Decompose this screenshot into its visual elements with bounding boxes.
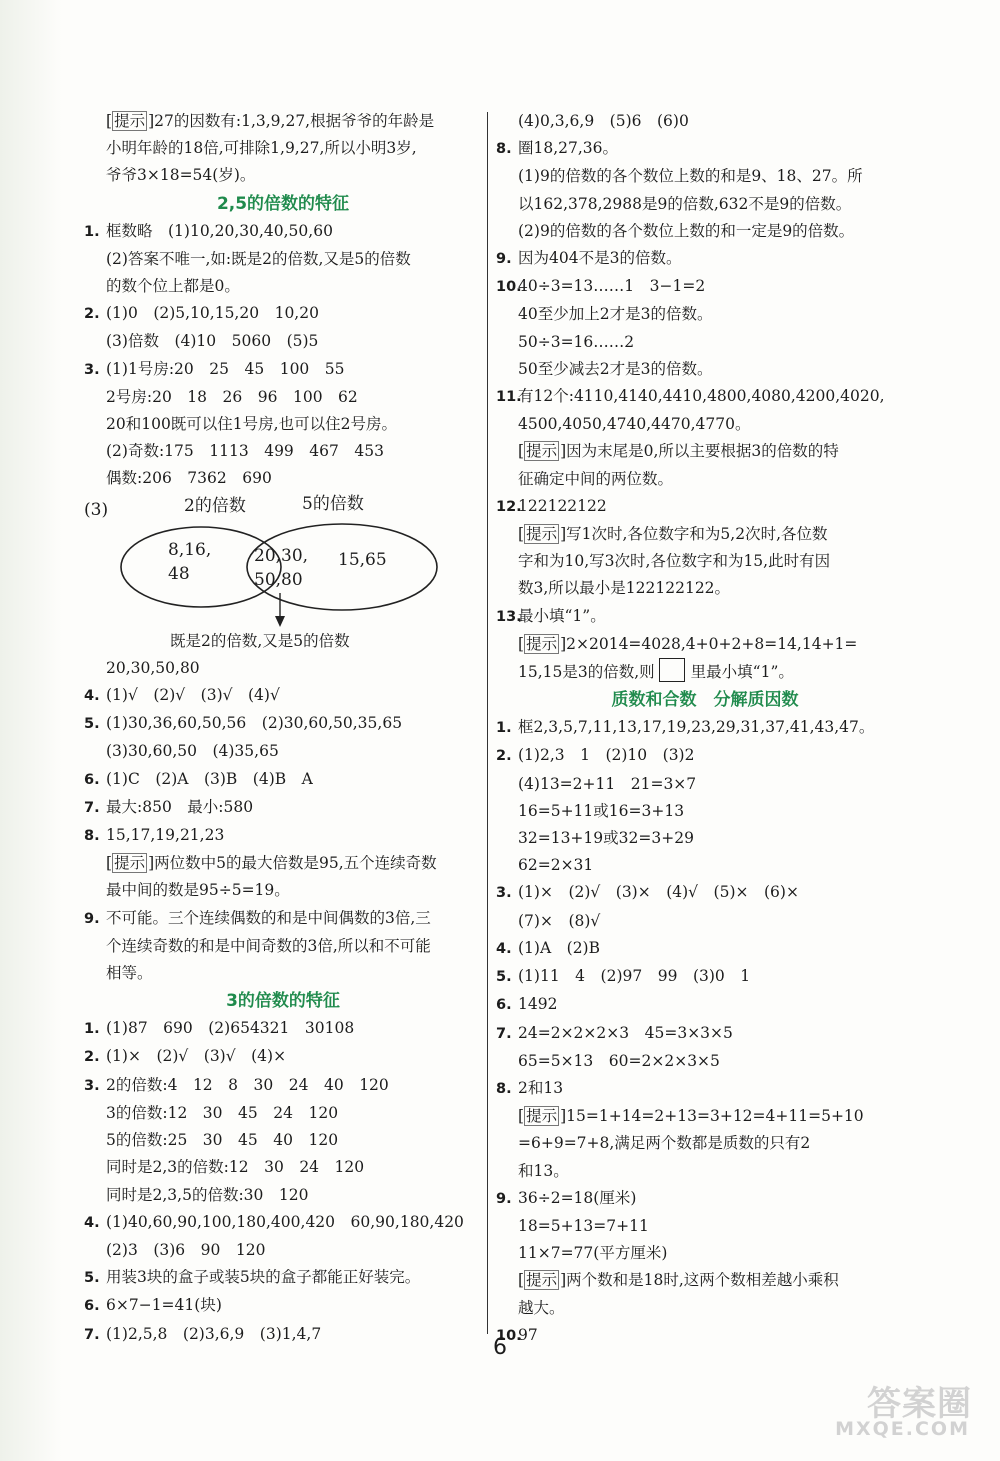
- line-text: 最中间的数是95÷5=19。: [106, 881, 290, 900]
- item-number: 7.: [84, 799, 100, 816]
- answer-item: [84, 822, 482, 850]
- venn-label: (3): [84, 499, 109, 520]
- answer-item: [84, 218, 482, 246]
- line-text: 24=2×2×2×3 45=3×3×5: [518, 1023, 733, 1042]
- answer-line: [84, 1127, 482, 1154]
- answer-line: [84, 1237, 482, 1264]
- item-number: 7.: [84, 1326, 100, 1343]
- venn-a-only-line1: 8,16,: [168, 539, 212, 560]
- venn-svg: [84, 493, 474, 628]
- line-text: 同时是2,3,5的倍数:30 120: [106, 1185, 309, 1204]
- line-text: 相等。: [106, 964, 153, 983]
- line-text: 2和13: [518, 1078, 564, 1097]
- item-number: 3.: [496, 885, 512, 902]
- line-text: (1)87 690 (2)654321 30108: [106, 1019, 355, 1038]
- hint-tag: 提示: [114, 112, 146, 130]
- line-text: (1)11 4 (2)97 99 (3)0 1: [518, 967, 751, 986]
- line-text: 用装3块的盒子或装5块的盒子都能正好装完。: [106, 1268, 421, 1287]
- line-text: 最大:850 最小:580: [106, 797, 254, 816]
- answer-item: [496, 963, 914, 991]
- item-number: 9.: [84, 910, 100, 927]
- venn-arrow-head: [275, 616, 285, 627]
- item-number: 4.: [496, 940, 512, 957]
- answer-line: [496, 301, 914, 328]
- item-number: 6.: [84, 1298, 100, 1315]
- line-text: 15=1+14=2+13=3+12=4+11=5+10: [566, 1107, 864, 1126]
- item-number: 5.: [84, 1270, 100, 1287]
- line-text: 不可能。三个连续偶数的和是中间偶数的3倍,三: [106, 908, 431, 927]
- line-text: (1)1号房:20 25 45 100 55: [106, 359, 345, 378]
- answer-item: [496, 935, 914, 963]
- line-text: 65=5×13 60=2×2×3×5: [518, 1051, 720, 1070]
- answer-item: [496, 135, 914, 163]
- answer-item: [496, 742, 914, 770]
- answer-line: [496, 1213, 914, 1240]
- answer-line: [496, 852, 914, 879]
- line-text: 40至少加上2才是3的倍数。: [518, 305, 713, 324]
- line-text: 小明年龄的18倍,可排除1,9,27,所以小明3岁,: [106, 139, 417, 158]
- answer-item: [84, 1209, 482, 1237]
- answer-line: [496, 771, 914, 798]
- answer-line: [496, 1130, 914, 1157]
- item-number: 9.: [496, 251, 512, 268]
- answer-line: [84, 328, 482, 355]
- line-text: 36÷2=18(厘米): [518, 1188, 637, 1207]
- line-text: 圈18,27,36。: [518, 139, 619, 158]
- line-text: 框数略 (1)10,20,30,40,50,60: [106, 221, 333, 240]
- venn-set-a-ellipse: [121, 527, 281, 607]
- answer-line: [ 提示 ]15=1+14=2+13=3+12=4+11=5+10: [518, 1107, 864, 1126]
- line-text: 有12个:4110,4140,4410,4800,4080,4200,4020,: [518, 387, 885, 406]
- line-text: 4500,4050,4740,4470,4770。: [518, 415, 751, 434]
- line-text: 因为404不是3的倍数。: [518, 249, 682, 268]
- venn-caption: 既是2的倍数,又是5的倍数: [170, 631, 350, 650]
- venn-diagram: [84, 493, 482, 628]
- answer-line: [496, 658, 914, 686]
- venn-set-a-title: 2的倍数: [184, 495, 246, 516]
- answer-item: [496, 714, 914, 742]
- answer-item: [84, 766, 482, 794]
- item-number: 3.: [84, 1077, 100, 1094]
- answer-line: [84, 135, 482, 162]
- answer-line: [496, 411, 914, 438]
- watermark-logo: 答案圈: [867, 1384, 972, 1424]
- answer-line: [ 提示 ]2×2014=4028,4+0+2+8=14,14+1=: [518, 634, 858, 653]
- section-heading: 质数和合数 分解质因数: [611, 690, 799, 711]
- item-number: 2.: [84, 1049, 100, 1066]
- line-text: 两个数和是18时,这两个数相差越小乘积: [566, 1271, 839, 1290]
- line-text: 15,15是3的倍数,则: [518, 663, 655, 682]
- venn-both-line2: 50,80: [254, 569, 303, 590]
- item-number: 5.: [496, 969, 512, 986]
- answer-item: [496, 1075, 914, 1103]
- answer-line: [84, 162, 482, 189]
- line-text: (2)答案不唯一,如:既是2的倍数,又是5的倍数: [106, 249, 411, 268]
- line-text: 同时是2,3的倍数:12 30 24 120: [106, 1158, 365, 1177]
- answer-item: [496, 991, 914, 1019]
- line-text: (1)40,60,90,100,180,400,420 60,90,180,420: [106, 1212, 464, 1231]
- answer-line: [496, 218, 914, 245]
- line-text: (4)0,3,6,9 (5)6 (6)0: [518, 112, 689, 130]
- venn-b-only: 15,65: [338, 549, 387, 570]
- line-text: 1492: [518, 995, 558, 1014]
- item-number: 4.: [84, 1214, 100, 1231]
- item-number: 6.: [496, 997, 512, 1014]
- line-text: 数3,所以最小是122122122。: [518, 579, 731, 598]
- item-number: 5.: [84, 716, 100, 733]
- line-text: 20和100既可以住1号房,也可以住2号房。: [106, 415, 397, 434]
- answer-item: [496, 1185, 914, 1213]
- line-text: 和13。: [518, 1161, 569, 1180]
- answer-line: [84, 1182, 482, 1209]
- line-text: =6+9=7+8,满足两个数都是质数的只有2: [518, 1134, 811, 1153]
- venn-set-b-title: 5的倍数: [302, 493, 364, 514]
- line-text: (7)× (8)√: [518, 911, 601, 930]
- column-divider: [487, 112, 488, 1334]
- line-text: 越大。: [518, 1298, 565, 1317]
- answer-line: [84, 738, 482, 765]
- item-number: 11.: [496, 389, 522, 406]
- venn-a-only-line2: 48: [168, 563, 190, 584]
- answer-item: [496, 879, 914, 907]
- line-text: (2)3 (3)6 90 120: [106, 1240, 266, 1259]
- hint-tag: 提示: [526, 525, 558, 544]
- section-heading: 3的倍数的特征: [226, 991, 340, 1012]
- line-text: 27的因数有:1,3,9,27,根据爷爷的年龄是: [154, 112, 435, 130]
- answer-line: [496, 825, 914, 852]
- line-text: 3的倍数:12 30 45 24 120: [106, 1103, 339, 1122]
- line-text: 征确定中间的两位数。: [518, 469, 674, 488]
- hint-tag: 提示: [526, 1107, 558, 1126]
- line-text: 框2,3,5,7,11,13,17,19,23,29,31,37,41,43,47。: [518, 718, 875, 737]
- line-text: (1)× (2)√ (3)√ (4)×: [106, 1047, 287, 1066]
- answer-line: [ 提示 ]27的因数有:1,3,9,27,根据爷爷的年龄是: [106, 112, 435, 130]
- line-text: 62=2×31: [518, 856, 594, 875]
- item-number: 7.: [496, 1025, 512, 1042]
- line-text: 最小填“1”。: [518, 606, 606, 625]
- answer-line: [496, 1158, 914, 1185]
- line-text: (1)9的倍数的各个数位上数的和是9、18、27。所: [518, 167, 863, 186]
- line-text: (3)倍数 (4)10 5060 (5)5: [106, 332, 319, 351]
- answer-item: [84, 682, 482, 710]
- blank-box: [659, 658, 685, 682]
- item-number: 6.: [84, 771, 100, 788]
- answer-item: [84, 356, 482, 384]
- answer-line: [84, 960, 482, 987]
- item-number: 2.: [84, 306, 100, 323]
- answer-item: [84, 1292, 482, 1320]
- item-number: 8.: [496, 141, 512, 158]
- answer-line: [496, 108, 914, 135]
- line-text: (1)30,36,60,50,56 (2)30,60,50,35,65: [106, 714, 403, 733]
- line-text: 写1次时,各位数字和为5,2次时,各位数: [566, 525, 828, 544]
- line-text: (2)奇数:175 1113 499 467 453: [106, 442, 384, 461]
- answer-line: [ 提示 ]两位数中5的最大倍数是95,五个连续奇数: [106, 854, 437, 873]
- answer-line: [84, 438, 482, 465]
- line-text: (1)2,3 1 (2)10 (3)2: [518, 746, 695, 765]
- line-text: 2×2014=4028,4+0+2+8=14,14+1=: [566, 634, 858, 653]
- line-text: (4)13=2+11 21=3×7: [518, 774, 697, 793]
- answer-line: [84, 273, 482, 300]
- answer-line: [496, 575, 914, 602]
- answer-line: [496, 466, 914, 493]
- line-text: 5的倍数:25 30 45 40 120: [106, 1131, 339, 1150]
- answer-line: [496, 191, 914, 218]
- item-number: 13.: [496, 608, 522, 625]
- item-number: 1.: [84, 223, 100, 240]
- answer-line: [84, 411, 482, 438]
- hint-tag: 提示: [114, 854, 146, 873]
- answer-line: [ 提示 ]写1次时,各位数字和为5,2次时,各位数: [518, 525, 828, 544]
- answer-line: [496, 163, 914, 190]
- line-text: 20,30,50,80: [106, 658, 200, 677]
- answer-line: [84, 246, 482, 273]
- answer-item: [496, 1020, 914, 1048]
- answer-line: [496, 1295, 914, 1322]
- answer-line: [496, 1240, 914, 1267]
- answer-item: [496, 273, 914, 301]
- line-text: 40÷3=13……1 3−1=2: [518, 277, 706, 296]
- line-text: (1)C (2)A (3)B (4)B A: [106, 769, 313, 788]
- answer-line: [496, 356, 914, 383]
- item-number: 2.: [496, 748, 512, 765]
- answer-item: [84, 710, 482, 738]
- answer-item: [496, 493, 914, 521]
- line-text: 2号房:20 18 26 96 100 62: [106, 387, 358, 406]
- right-column: [496, 108, 914, 1350]
- hint-tag: 提示: [526, 634, 558, 653]
- answer-line: [496, 548, 914, 575]
- answer-item: [84, 794, 482, 822]
- line-text: (1)× (2)√ (3)× (4)√ (5)× (6)×: [518, 883, 799, 902]
- line-text: 11×7=77(平方厘米): [518, 1244, 668, 1263]
- line-text: 50至少减去2才是3的倍数。: [518, 359, 713, 378]
- answer-item: [84, 1264, 482, 1292]
- answer-item: [84, 1015, 482, 1043]
- line-text: 50÷3=16……2: [518, 332, 635, 351]
- line-text: 97: [518, 1325, 538, 1344]
- answer-line: [496, 1048, 914, 1075]
- line-text: (3)30,60,50 (4)35,65: [106, 742, 279, 761]
- answer-line: [496, 908, 914, 935]
- line-text: 偶数:206 7362 690: [106, 469, 272, 488]
- line-text: (1)2,5,8 (2)3,6,9 (3)1,4,7: [106, 1324, 322, 1343]
- answer-line: [ 提示 ]两个数和是18时,这两个数相差越小乘积: [518, 1271, 839, 1290]
- answer-item: [496, 245, 914, 273]
- binding-edge: [0, 0, 62, 1461]
- item-number: 9.: [496, 1190, 512, 1207]
- hint-tag: 提示: [526, 442, 558, 461]
- answer-line: [496, 329, 914, 356]
- hint-tag: 提示: [526, 1271, 558, 1290]
- answer-item: [84, 300, 482, 328]
- answer-item: [84, 1043, 482, 1071]
- item-number: 1.: [84, 1021, 100, 1038]
- item-number: 10.: [496, 1327, 522, 1344]
- line-text: 16=5+11或16=3+13: [518, 801, 685, 820]
- page-number: 6: [493, 1335, 507, 1360]
- answer-item: [496, 603, 914, 631]
- item-number: 3.: [84, 361, 100, 378]
- line-text: 里最小填“1”。: [690, 663, 794, 682]
- line-text: 个连续奇数的和是中间奇数的3倍,所以和不可能: [106, 936, 431, 955]
- answer-line: [ 提示 ]因为末尾是0,所以主要根据3的倍数的特: [518, 442, 839, 461]
- answer-line: [84, 465, 482, 492]
- line-text: 32=13+19或32=3+29: [518, 829, 694, 848]
- item-number: 12.: [496, 498, 522, 515]
- answer-line: [84, 655, 482, 682]
- answer-item: [84, 1072, 482, 1100]
- line-text: 字和为10,写3次时,各位数字和为15,此时有因: [518, 552, 831, 571]
- line-text: 以162,378,2988是9的倍数,632不是9的倍数。: [518, 194, 852, 213]
- answer-line: [84, 877, 482, 904]
- line-text: 2的倍数:4 12 8 30 24 40 120: [106, 1075, 389, 1094]
- line-text: (1)√ (2)√ (3)√ (4)√: [106, 686, 280, 705]
- venn-both-line1: 20,30,: [254, 545, 309, 566]
- item-number: 1.: [496, 720, 512, 737]
- section-heading: 2,5的倍数的特征: [216, 193, 350, 214]
- line-text: 122122122: [518, 496, 607, 515]
- line-text: 18=5+13=7+11: [518, 1216, 649, 1235]
- item-number: 4.: [84, 688, 100, 705]
- line-text: (1)0 (2)5,10,15,20 10,20: [106, 304, 319, 323]
- line-text: 的数个位上都是0。: [106, 277, 240, 296]
- item-number: 8.: [84, 828, 100, 845]
- answer-line: [84, 384, 482, 411]
- line-text: 15,17,19,21,23: [106, 826, 225, 845]
- answer-line: [84, 1154, 482, 1181]
- answer-line: [84, 933, 482, 960]
- watermark-site: MXQE.COM: [835, 1418, 970, 1440]
- answer-item: [84, 905, 482, 933]
- line-text: 爷爷3×18=54(岁)。: [106, 166, 256, 185]
- line-text: (2)9的倍数的各个数位上数的和一定是9的倍数。: [518, 221, 855, 240]
- item-number: 8.: [496, 1080, 512, 1097]
- line-text: (1)A (2)B: [518, 938, 600, 957]
- line-text: 因为末尾是0,所以主要根据3的倍数的特: [566, 442, 839, 461]
- answer-item: [496, 383, 914, 411]
- line-text: 6×7−1=41(块): [106, 1296, 222, 1315]
- left-column: [84, 108, 482, 1349]
- answer-line: [496, 798, 914, 825]
- answer-line: [84, 1100, 482, 1127]
- item-number: 10.: [496, 279, 522, 296]
- line-text: 两位数中5的最大倍数是95,五个连续奇数: [154, 854, 437, 873]
